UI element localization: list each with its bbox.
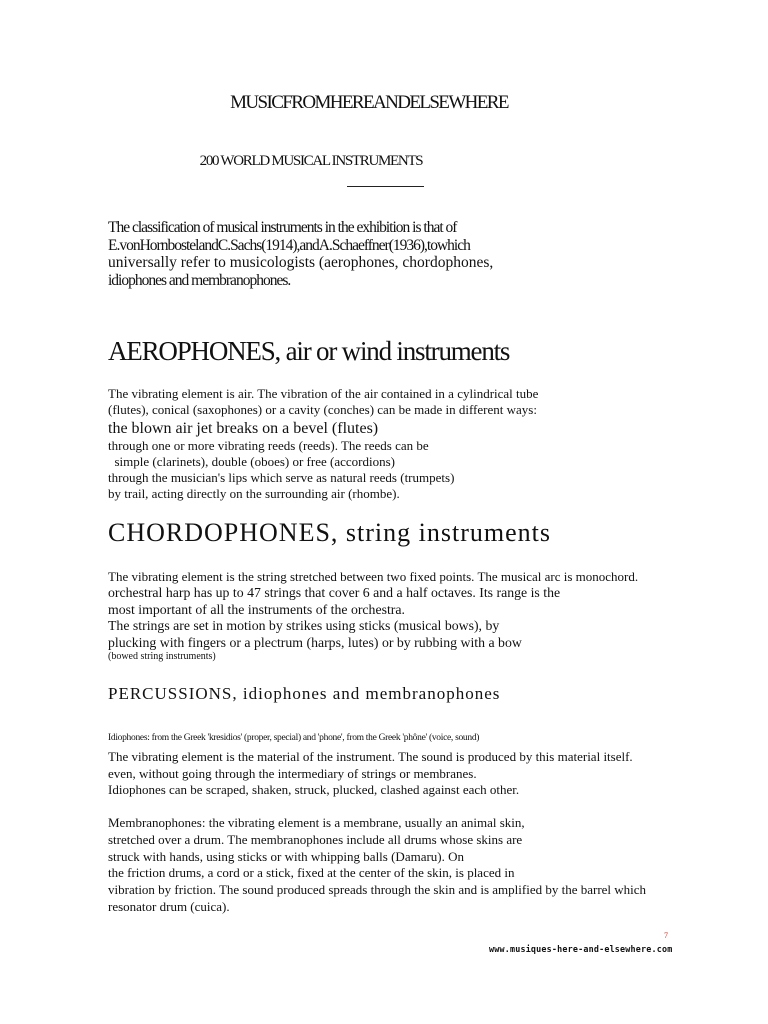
chordophones-line: most important of all the instruments of the orchestra. bbox=[108, 601, 405, 617]
website-url: www.musiques-here-and-elsewhere.com bbox=[489, 944, 673, 954]
membranophones-line: the friction drums, a cord or a stick, fixed at the center of the skin, is placed in bbox=[108, 865, 515, 881]
idiophones-etymology-note: Idiophones: from the Greek 'kresidios' (proper, special) and 'phone', from the Greek 'phône' (voice, sound) bbox=[108, 733, 480, 743]
chordophones-paragraph bbox=[108, 569, 638, 663]
membranophones-paragraph bbox=[108, 815, 646, 916]
document-subtitle: 200 WORLD MUSICAL INSTRUMENTS bbox=[199, 153, 423, 169]
chordophones-line: orchestral harp has up to 47 strings that cover 6 and a half octaves. Its range is the bbox=[108, 585, 561, 601]
chordophones-line: (bowed string instruments) bbox=[108, 651, 216, 663]
membranophones-line: struck with hands, using sticks or with whipping balls (Damaru). On bbox=[108, 848, 465, 864]
aerophones-line: simple (clarinets), double (oboes) or free (accordions) bbox=[108, 453, 395, 469]
chordophones-line: plucking with fingers or a plectrum (harps, lutes) or by rubbing with a bow bbox=[108, 634, 522, 650]
aerophones-paragraph bbox=[108, 386, 538, 503]
chordophones-heading: CHORDOPHONES, string instruments bbox=[108, 518, 551, 547]
aerophones-line: through one or more vibrating reeds (reeds). The reeds can be bbox=[108, 437, 429, 453]
intro-line: E.vonHornbostelandC.Sachs(1914),andA.Schaeffner(1936),towhich bbox=[108, 236, 470, 254]
intro-line: idiophones and membranophones. bbox=[108, 271, 291, 289]
aerophones-line: the blown air jet breaks on a bevel (flutes) bbox=[108, 419, 379, 437]
aerophones-line: through the musician's lips which serve as natural reeds (trumpets) bbox=[108, 470, 455, 486]
percussions-heading: PERCUSSIONS, idiophones and membranophones bbox=[108, 684, 501, 703]
idiophones-line: Idiophones can be scraped, shaken, struck, plucked, clashed against each other. bbox=[108, 782, 520, 798]
page-number: 7 bbox=[664, 931, 668, 940]
idiophones-line: even, without going through the intermediary of strings or membranes. bbox=[108, 765, 477, 781]
chordophones-line: The vibrating element is the string stretched between two fixed points. The musical arc is monochord. bbox=[108, 569, 639, 584]
document-title: MUSICFROMHEREANDELSEWHERE bbox=[230, 92, 508, 113]
chordophones-line: The strings are set in motion by strikes using sticks (musical bows), by bbox=[108, 618, 500, 634]
title-divider bbox=[347, 186, 424, 187]
intro-line: universally refer to musicologists (aerophones, chordophones, bbox=[108, 254, 494, 271]
idiophones-line: The vibrating element is the material of the instrument. The sound is produced by this material itself. bbox=[108, 749, 633, 764]
intro-line: The classification of musical instruments in the exhibition is that of bbox=[108, 219, 457, 236]
membranophones-line: resonator drum (cuica). bbox=[108, 898, 230, 914]
aerophones-line: The vibrating element is air. The vibration of the air contained in a cylindrical tube bbox=[108, 386, 539, 401]
aerophones-line: (flutes), conical (saxophones) or a cavity (conches) can be made in different ways: bbox=[108, 402, 537, 418]
membranophones-line: Membranophones: the vibrating element is a membrane, usually an animal skin, bbox=[108, 815, 525, 830]
idiophones-paragraph bbox=[108, 749, 633, 799]
aerophones-heading: AEROPHONES, air or wind instruments bbox=[108, 336, 510, 366]
aerophones-line: by trail, acting directly on the surrounding air (rhombe). bbox=[108, 486, 400, 502]
membranophones-line: vibration by friction. The sound produced spreads through the skin and is amplified by the barrel which bbox=[108, 882, 647, 898]
membranophones-line: stretched over a drum. The membranophones include all drums whose skins are bbox=[108, 831, 523, 847]
intro-paragraph bbox=[108, 219, 493, 289]
